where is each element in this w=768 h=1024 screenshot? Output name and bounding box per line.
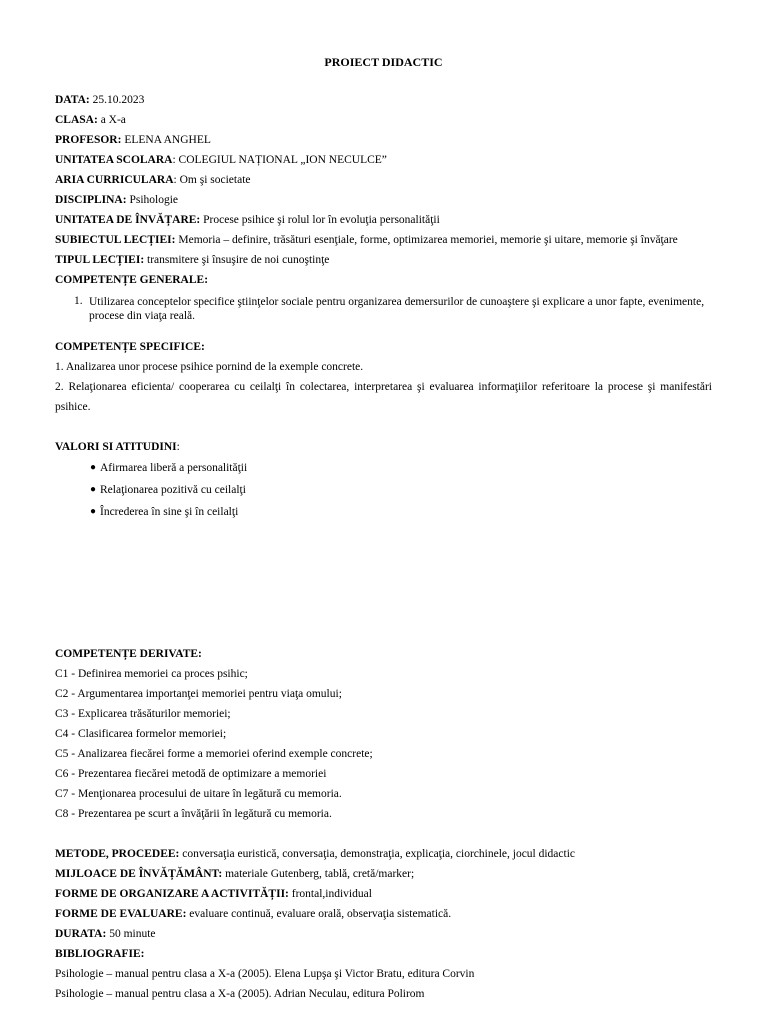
field-forme-organizare: [55, 888, 372, 900]
field-profesor: [55, 134, 211, 146]
list-item: C6 - Prezentarea fiecărei metodă de optimizare a memoriei: [55, 768, 327, 780]
field-value: Psihologie: [126, 194, 179, 206]
competente-specifice-heading: COMPETENȚE SPECIFICE:: [55, 341, 205, 353]
list-item: C8 - Prezentarea pe scurt a învăţării în legătură cu memoria.: [55, 808, 332, 820]
valori-heading-label: VALORI SI ATITUDINI: [55, 441, 177, 453]
field-label: DATA:: [55, 94, 90, 106]
list-item-number: 1.: [74, 295, 83, 307]
field-value: transmitere şi însuşire de noi cunoştinţe: [144, 254, 330, 266]
field-value: : COLEGIUL NAȚIONAL „ION NECULCE”: [172, 154, 387, 166]
field-value: 25.10.2023: [89, 94, 145, 106]
field-disciplina: [55, 194, 178, 206]
competente-generale-heading: COMPETENȚE GENERALE:: [55, 274, 209, 286]
list-item: C5 - Analizarea fiecărei forme a memoriei oferind exemple concrete;: [55, 748, 373, 760]
field-value: materiale Gutenberg, tablă, cretă/marker;: [222, 868, 415, 880]
field-clasa: [55, 114, 126, 126]
list-item: 1. Analizarea unor procese psihice pornind de la exemple concrete.: [55, 361, 364, 373]
field-label: UNITATEA SCOLARA: [55, 154, 173, 166]
field-forme-evaluare: [55, 908, 451, 920]
field-value: evaluare continuă, evaluare orală, observaţia sistematică.: [186, 908, 452, 920]
bullet-icon: ●: [90, 462, 97, 473]
field-label: ARIA CURRICULARA: [55, 174, 174, 186]
list-item: C4 - Clasificarea formelor memoriei;: [55, 728, 227, 740]
field-label: CLASA:: [55, 114, 98, 126]
list-item: C2 - Argumentarea importanţei memoriei pentru viaţa omului;: [55, 688, 342, 700]
bibliography-entry: Psihologie – manual pentru clasa a X-a (2005). Adrian Neculau, editura Polirom: [55, 988, 425, 1000]
field-label: METODE, PROCEDEE:: [55, 848, 180, 860]
field-label: FORME DE EVALUARE:: [55, 908, 187, 920]
field-label: DURATA:: [55, 928, 107, 940]
bibliography-entry: Psihologie – manual pentru clasa a X-a (2005). Elena Lupşa şi Victor Bratu, editura Corvin: [55, 968, 475, 980]
list-item-text: Utilizarea conceptelor specifice ştiinţelor sociale pentru organizarea demersurilor de cunoaştere şi explicare a unor fapte, evenimente, procese din viaţa reală.: [89, 296, 705, 322]
field-value: 50 minute: [106, 928, 156, 940]
valori-heading-colon: :: [176, 441, 180, 453]
field-label: SUBIECTUL LECȚIEI:: [55, 234, 176, 246]
list-item: 2. Relaţionarea eficienta/ cooperarea cu ceilalţi în colectarea, interpretarea şi evaluarea informaţiilor referitoare la procese şi manifestări psihice.: [55, 381, 712, 413]
field-value: frontal,individual: [288, 888, 372, 900]
bullet-icon: ●: [90, 506, 97, 517]
field-unitatea-invatare: [55, 214, 440, 226]
field-value: : Om şi societate: [173, 174, 251, 186]
field-aria-curriculara: [55, 174, 251, 186]
field-bibliografie: [55, 948, 144, 960]
list-item: C3 - Explicarea trăsăturilor memoriei;: [55, 708, 231, 720]
field-label: TIPUL LECȚIEI:: [55, 254, 145, 266]
valori-heading: [55, 441, 180, 453]
list-item: C7 - Menţionarea procesului de uitare în legătură cu memoria.: [55, 788, 342, 800]
field-value: conversaţia euristică, conversaţia, demonstraţia, explicaţia, ciorchinele, jocul didactic: [179, 848, 576, 860]
field-label: FORME DE ORGANIZARE A ACTIVITĂȚII:: [55, 888, 289, 900]
field-value: a X-a: [97, 114, 126, 126]
field-mijloace: [55, 868, 414, 880]
bullet-icon: ●: [90, 484, 97, 495]
bullet-text: Relaţionarea pozitivă cu ceilalţi: [100, 484, 246, 496]
field-label: PROFESOR:: [55, 134, 122, 146]
field-label: DISCIPLINA:: [55, 194, 127, 206]
list-item: C1 - Definirea memoriei ca proces psihic;: [55, 668, 248, 680]
field-value: ELENA ANGHEL: [121, 134, 211, 146]
field-label: MIJLOACE DE ÎNVĂȚĂMÂNT:: [55, 868, 223, 880]
bullet-text: Încrederea în sine şi în ceilalţi: [100, 506, 239, 518]
field-data: [55, 94, 144, 106]
field-metode: [55, 848, 575, 860]
field-value: Memoria – definire, trăsături esenţiale, forme, optimizarea memoriei, memorie şi uitare, memorie şi învăţare: [175, 234, 678, 246]
field-subiectul-lectiei: [55, 234, 678, 246]
field-durata: [55, 928, 156, 940]
competente-derivate-heading: COMPETENȚE DERIVATE:: [55, 648, 202, 660]
field-tipul-lectiei: [55, 254, 329, 266]
field-value: Procese psihice şi rolul lor în evoluţia personalităţii: [200, 214, 440, 226]
document-title: PROIECT DIDACTIC: [324, 55, 443, 69]
field-label: UNITATEA DE ÎNVĂȚARE:: [55, 214, 201, 226]
field-label: BIBLIOGRAFIE:: [55, 948, 145, 960]
bullet-text: Afirmarea liberă a personalităţii: [100, 462, 248, 474]
field-unitatea-scolara: [55, 154, 387, 166]
